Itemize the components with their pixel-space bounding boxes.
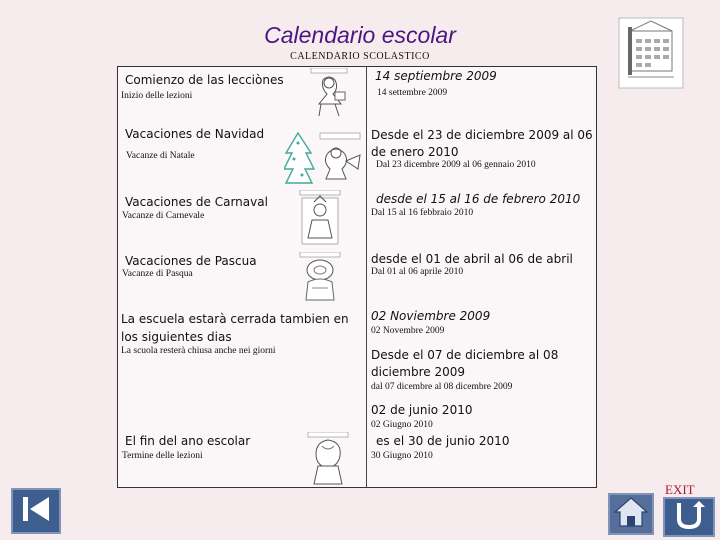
end-of-year-label-it: Termine delle lezioni (122, 451, 203, 461)
closed-date-2-it: dal 07 dicembre al 08 dicembre 2009 (371, 382, 513, 392)
christmas-tree-illustration (284, 131, 366, 189)
column-divider (366, 66, 367, 488)
page-title: Calendario escolar (264, 22, 456, 48)
easter-illustration (298, 252, 342, 306)
closed-date-3: 02 de junio 2010 (371, 403, 473, 417)
home-icon (613, 496, 649, 532)
carnival-label-it: Vacanze di Carnevale (122, 211, 205, 221)
start-lessons-label: Comienzo de las lecciònes (125, 73, 284, 87)
home-button[interactable] (608, 493, 654, 535)
easter-label: Vacaciones de Pascua (125, 254, 257, 268)
closed-days-label-it: La scuola resterà chiusa anche nei giorni (121, 346, 276, 356)
christmas-label-it: Vacanze di Natale (126, 151, 195, 161)
carnival-date-it: Dal 15 al 16 febbraio 2010 (371, 208, 474, 218)
calendar-clipart (618, 17, 684, 89)
easter-label-it: Vacanze di Pasqua (122, 269, 193, 279)
carnival-date: desde el 15 al 16 de febrero 2010 (376, 192, 581, 206)
skip-to-start-icon (19, 494, 53, 528)
christmas-date-it: Dal 23 dicembre 2009 al 06 gennaio 2010 (376, 160, 536, 170)
end-of-year-illustration (304, 432, 352, 486)
start-lessons-label-it: Inizio delle lezioni (121, 91, 193, 101)
school-start-illustration (305, 68, 353, 120)
closed-date-2: Desde el 07 de diciembre al 08 diciembre 2009 (371, 348, 559, 379)
closed-days-label: La escuela estarà cerrada tambien en los siguientes dias (121, 312, 349, 344)
first-slide-button[interactable] (11, 488, 61, 534)
start-lessons-date: 14 septiembre 2009 (375, 69, 497, 83)
end-of-year-date-it: 30 Giugno 2010 (371, 451, 433, 461)
closed-date-3-it: 02 Giugno 2010 (371, 420, 433, 430)
christmas-label: Vacaciones de Navidad (125, 127, 265, 141)
carnival-label: Vacaciones de Carnaval (125, 195, 268, 209)
end-of-year-label: El fin del ano escolar (125, 434, 251, 448)
return-button[interactable] (663, 497, 715, 537)
page-subtitle: CALENDARIO SCOLASTICO (290, 51, 430, 62)
exit-link[interactable]: EXIT (665, 482, 695, 497)
easter-date: desde el 01 de abril al 06 de abril (371, 252, 573, 266)
closed-date-1: 02 Noviembre 2009 (371, 309, 491, 323)
christmas-date: Desde el 23 de diciembre 2009 al 06 de enero 2010 (371, 128, 593, 159)
easter-date-it: Dal 01 al 06 aprile 2010 (371, 267, 464, 277)
return-icon (671, 499, 707, 535)
start-lessons-date-it: 14 settembre 2009 (377, 88, 448, 98)
carnival-illustration (298, 190, 342, 246)
closed-date-1-it: 02 Novembre 2009 (371, 326, 445, 336)
end-of-year-date: es el 30 de junio 2010 (376, 434, 510, 448)
